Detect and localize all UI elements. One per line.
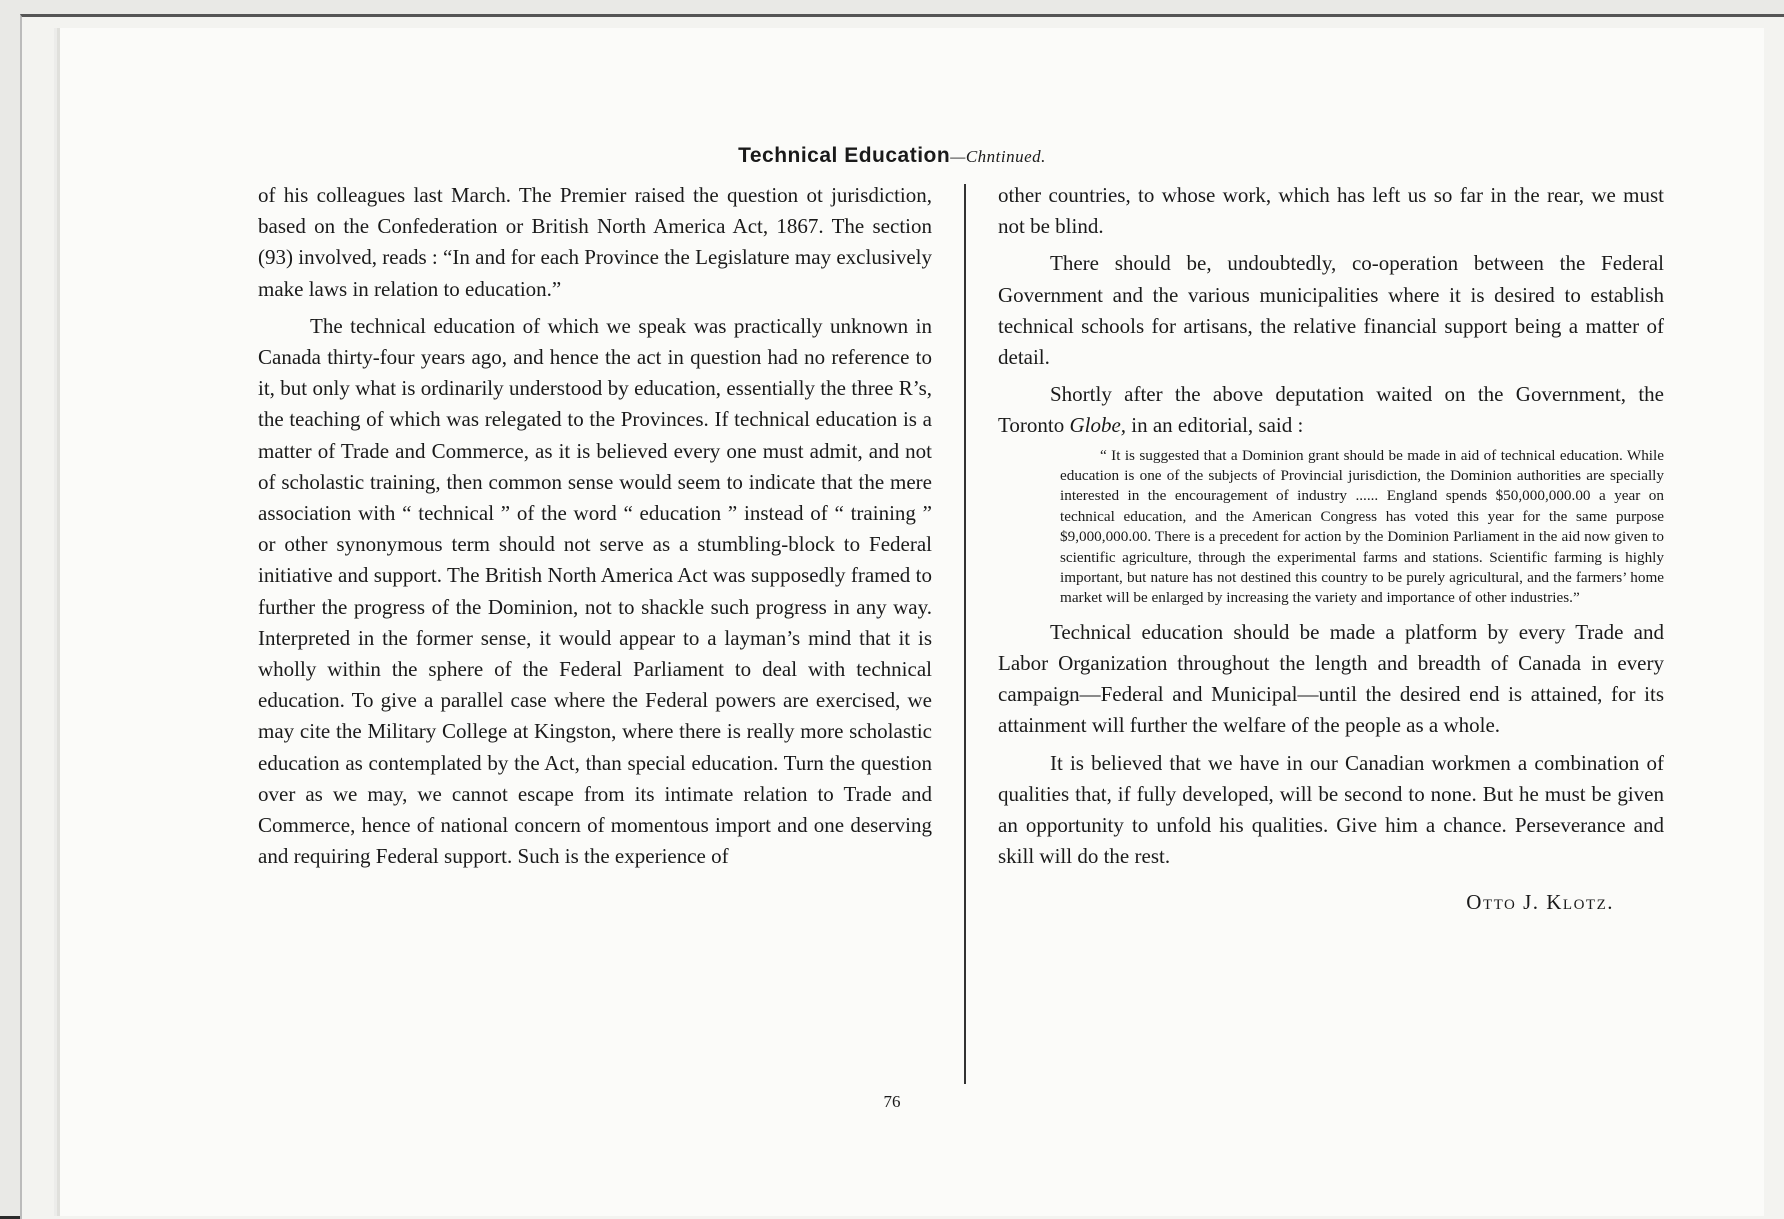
right-column	[998, 180, 1664, 918]
left-column	[258, 180, 932, 872]
block-quote	[1060, 446, 1664, 609]
paragraph-3-text-start: Shortly after the above deputation waited on the Government, the Toronto	[998, 382, 1664, 438]
paragraph-3-text-end: in an editorial, said :	[1126, 413, 1304, 438]
header-title: Technical Education	[738, 144, 951, 167]
right-paragraph-2: There should be, undoubtedly, co-operation between the Federal Government and the various municipalities where it is desired to establish technical schools for artisans, the relative financial support being a matter of detail.	[998, 251, 1664, 370]
newspaper-name: Globe,	[1069, 413, 1127, 438]
left-paragraph-1: of his colleagues last March. The Premier raised the question ot jurisdiction, based on the Confederation or British North America Act, 1867. The section (93) involved, reads : “In and for each Province the Legislature may exclusively make laws in relation to education.”	[258, 183, 932, 301]
right-paragraph-1: other countries, to whose work, which has left us so far in the rear, we must not be blind.	[998, 183, 1664, 239]
left-paragraph-2: The technical education of which we speak was practically unknown in Canada thirty-four years ago, and hence the act in question had no reference to it, but only what is ordinarily understood by education, essentially the three R’s, the teaching of which was relegated to the Provinces. If technical education is a matter of Trade and Commerce, as it is believed every one must admit, and not of scholastic training, then common sense would seem to indicate that the mere association with “ technical ” of the word “ education ” instead of “ training ” or other synonymous term should not serve as a stumbling-block to Federal initiative and support. The British North America Act was supposedly framed to further the progress of the Dominion, not to shackle such progress in any way. Interpreted in the former sense, it would appear to a layman’s mind that it is wholly within the sphere of the Federal Parliament to deal with technical education. To give a parallel case where the Federal powers are exercised, we may cite the Military College at Kingston, where there is really more scholastic education as contemplated by the Act, than special education. Turn the question over as we may, we cannot escape from its intimate relation to Trade and Commerce, hence of national concern of momentous import and one deserving and requiring Federal support. Such is the experience of	[258, 313, 932, 869]
column-divider	[964, 184, 966, 1084]
right-paragraph-3	[998, 379, 1664, 441]
right-paragraph-5: It is believed that we have in our Canadian workmen a combination of qualities that, if fully developed, will be second to none. But he must be given an opportunity to unfold his qualities. Give him a chance. Perseverance and skill will do the rest.	[998, 750, 1664, 869]
page-number: 76	[883, 1092, 901, 1111]
right-paragraph-4: Technical education should be made a platform by every Trade and Labor Organization throughout the length and breadth of Canada in every campaign—Federal and Municipal—until the desired end is attained, for its attainment will further the welfare of the people as a whole.	[998, 619, 1664, 738]
header-continued: —Chntinued.	[950, 147, 1046, 166]
quote-text: “ It is suggested that a Dominion grant should be made in aid of technical education. While education is one of the subjects of Provincial jurisdiction, the Dominion authorities are specially interested in the encouragement of industry ...... England spends $50,000,000.00 a year on technical education, and the American Congress has voted this year for the same purpose $9,000,000.00. There is a precedent for action by the Dominion Parliament in the aid now given to scientific agriculture, through the experimental farms and stations. Scientific farming is highly important, but nature has not destined this country to be purely agricultural, and the farmers’ home market will be enlarged by increasing the variety and importance of other industries.”	[1060, 446, 1664, 607]
running-header	[0, 144, 1784, 168]
author-signature: Otto J. Klotz.	[1466, 889, 1614, 914]
